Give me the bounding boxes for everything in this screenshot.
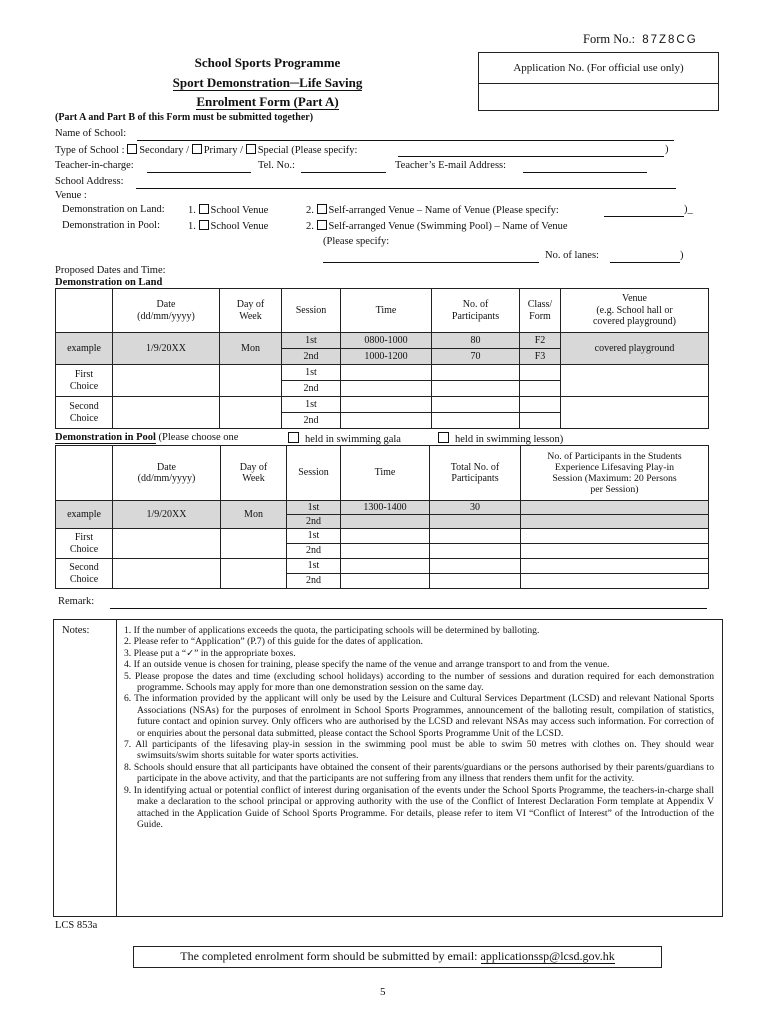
- pool-second-date-cell[interactable]: [113, 559, 221, 589]
- primary-checkbox[interactable]: [192, 144, 202, 154]
- pool-venue-label: Demonstration in Pool:: [62, 220, 160, 231]
- land-school-venue-checkbox[interactable]: [199, 204, 209, 214]
- table-row: 2nd: [56, 515, 709, 529]
- email-label: Teacher’s E-mail Address:: [395, 160, 507, 171]
- gala-checkbox[interactable]: [288, 432, 299, 443]
- school-type-row: Type of School : Secondary / Primary / Special (Please specify:: [55, 145, 358, 156]
- land-second-day-cell[interactable]: [220, 397, 282, 429]
- pool-gala-option: held in swimming gala: [288, 432, 401, 445]
- teacher-label: Teacher-in-charge:: [55, 160, 134, 171]
- land-self-arranged-checkbox[interactable]: [317, 204, 327, 214]
- teacher-input[interactable]: [147, 161, 251, 173]
- table-row: 2nd: [56, 544, 709, 559]
- list-item: 1. If the number of applications exceeds the quota, the participating schools will be determined by balloting.: [124, 625, 540, 636]
- land-table: [55, 288, 709, 429]
- remark-input[interactable]: [110, 597, 707, 609]
- special-type-input[interactable]: [398, 145, 664, 157]
- land-heading: Demonstration on Land: [55, 277, 163, 288]
- list-item: 3. Please put a “✓” in the appropriate boxes.: [124, 647, 296, 659]
- page-number: 5: [380, 986, 386, 998]
- pool-header-row: Date (dd/mm/yyyy) Day of Week Session Time Total No. of Participants No. of Participants in the Students Experience Lifesaving Play-in Session (Maximum: 20 Persons per Session): [56, 446, 709, 501]
- land-first-date-cell[interactable]: [113, 365, 220, 397]
- tel-label: Tel. No.:: [258, 160, 295, 171]
- pool-first-day-cell[interactable]: [221, 529, 287, 559]
- land-first-venue-cell[interactable]: [561, 365, 709, 397]
- list-item: 5. Please propose the dates and time (excluding school holidays) according to the number of sessions and duration required for each demonstration programme. Schools may apply for more than one demonstration session on the same day.: [124, 670, 714, 694]
- land-second-date-cell[interactable]: [113, 397, 220, 429]
- land-school-venue-option: 1. School Venue: [188, 205, 269, 216]
- notes-box: [53, 619, 723, 917]
- special-checkbox[interactable]: [246, 144, 256, 154]
- list-item: 7. All participants of the lifesaving play-in session in the swimming pool must be able to swim 50 metres with clothes on. They should wear swimsuits/swim shorts suitable for water sports activities.: [124, 739, 714, 762]
- table-row: 2nd 1000-1200 70 F3: [56, 349, 709, 365]
- land-second-venue-cell[interactable]: [561, 397, 709, 429]
- school-name-label: Name of School:: [55, 128, 127, 139]
- pool-self-arranged-checkbox[interactable]: [317, 220, 327, 230]
- pool-school-venue-option: 1. School Venue: [188, 221, 269, 232]
- application-number-box: Application No. (For official use only): [478, 52, 719, 111]
- table-row: First Choice 1st: [56, 529, 709, 544]
- land-header-row: Date (dd/mm/yyyy) Day of Week Session Time No. of Participants Class/ Form Venue (e.g. School hall or covered playground): [56, 289, 709, 333]
- email-input[interactable]: [523, 161, 647, 173]
- pool-heading: Demonstration in Pool (Please choose one: [55, 432, 239, 443]
- land-venue-label: Demonstration on Land:: [62, 204, 165, 215]
- table-row: Second Choice 1st: [56, 397, 709, 413]
- subtitle: (Part A and Part B of this Form must be submitted together): [55, 112, 314, 123]
- submission-note: The completed enrolment form should be submitted by email: applicationssp@lcsd.gov.hk: [133, 946, 662, 968]
- table-row: example 1/9/20XX Mon 1st 1300-1400 30: [56, 501, 709, 515]
- page-title: School Sports Programme Sport Demonstration─Life Saving Enrolment Form (Part A): [172, 55, 363, 109]
- table-row: 2nd: [56, 381, 709, 397]
- table-row: Second Choice 1st: [56, 559, 709, 574]
- form-code: LCS 853a: [55, 920, 98, 931]
- notes-label: Notes:: [62, 625, 90, 636]
- submission-email-link[interactable]: applicationssp@lcsd.gov.hk: [480, 949, 615, 963]
- pool-school-venue-checkbox[interactable]: [199, 220, 209, 230]
- list-item: 2. Please refer to “Application” (P.7) of this guide for the dates of application.: [124, 636, 423, 648]
- list-item: 8. Schools should ensure that all participants have obtained the consent of their parents/guardians or the persons authorised by their parents/guardians to participate in the above activity, and that the participants are not suffering from any illness that renders them unfit for the activity.: [124, 761, 714, 785]
- remark-label: Remark:: [58, 596, 95, 607]
- form-number-value: 87Z8CG: [642, 34, 698, 46]
- lesson-checkbox[interactable]: [438, 432, 449, 443]
- pool-lesson-option: held in swimming lesson): [438, 432, 563, 445]
- pool-venue-input[interactable]: [323, 251, 539, 263]
- list-item: 9. In identifying actual or potential conflict of interest during organisation of the events under the School Sports Programme, the teachers-in-charge shall make a declaration to the school principal or approving authority with the use of the Conflict of Interest Declaration Form template at Appendix V attached in the Application Guide of School Sports Programme. For details, please refer to item VI “Conflict of Interest” of the Introduction of the Guide.: [124, 784, 714, 830]
- notes-list: [124, 625, 714, 830]
- proposed-dates-label: Proposed Dates and Time:: [55, 265, 166, 276]
- list-item: 6. The information provided by the applicant will only be used by the Leisure and Cultural Services Department (LCSD) and relevant National Sports Associations (NSAs) for the purposes of enrolment in School Sports Programmes, announcement of the balloting result, compilation of statistics, future contact and opinion survey. Only officers who are authorised by the LCSD and relevant NSAs may access such information. For correction of or enquiries about the personal data submitted, please contact the School Sports Programme Unit of the LCSD.: [124, 693, 714, 739]
- table-row: example 1/9/20XX Mon 1st 0800-1000 80 F2 covered playground: [56, 333, 709, 349]
- pool-self-arranged-option: 2. Self-arranged Venue (Swimming Pool) – Name of Venue: [306, 221, 568, 232]
- school-name-input[interactable]: [137, 129, 674, 141]
- land-self-arranged-option: 2. Self-arranged Venue – Name of Venue (Please specify:: [306, 205, 559, 216]
- pool-second-day-cell[interactable]: [221, 559, 287, 589]
- tel-input[interactable]: [301, 161, 386, 173]
- table-row: First Choice 1st: [56, 365, 709, 381]
- address-input[interactable]: [136, 177, 676, 189]
- lanes-input[interactable]: [610, 251, 680, 263]
- address-label: School Address:: [55, 176, 124, 187]
- land-first-day-cell[interactable]: [220, 365, 282, 397]
- table-row: 2nd: [56, 574, 709, 589]
- pool-table: [55, 445, 709, 589]
- land-venue-input[interactable]: [604, 205, 684, 217]
- venue-label: Venue :: [55, 190, 87, 201]
- list-item: 4. If an outside venue is chosen for training, please specify the name of the venue and arrange transport to and from the venue.: [124, 659, 610, 671]
- secondary-checkbox[interactable]: [127, 144, 137, 154]
- table-row: 2nd: [56, 413, 709, 429]
- lanes-label: No. of lanes:: [545, 250, 599, 261]
- pool-first-date-cell[interactable]: [113, 529, 221, 559]
- form-number: Form No.: 87Z8CG: [583, 32, 698, 46]
